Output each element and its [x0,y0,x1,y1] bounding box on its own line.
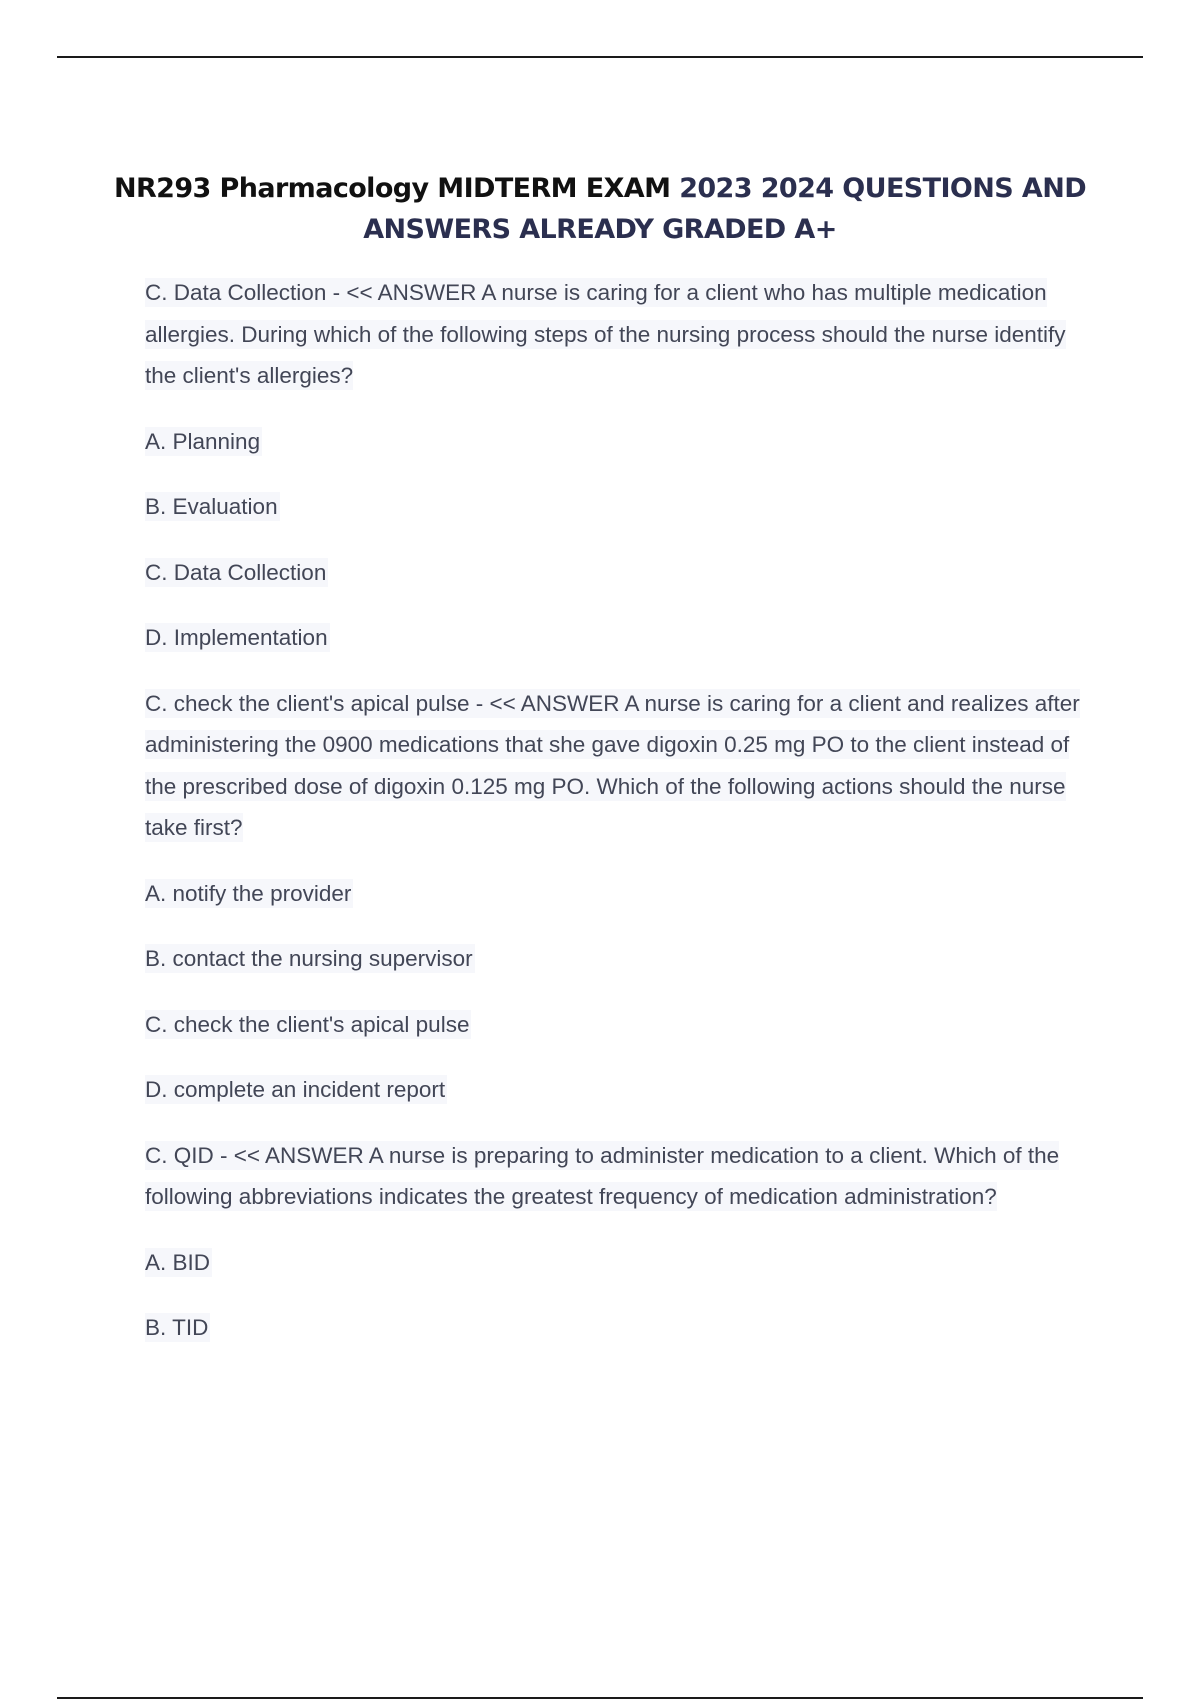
option-text: A. BID [145,1249,211,1275]
option [145,1004,1085,1046]
option [145,421,1085,463]
question-text: C. Data Collection - << ANSWER A nurse is caring for a client who has multiple medication allergies. During which of the following steps of the nursing process should the nurse identify the client's allergies? [145,280,1066,388]
option-text: B. Evaluation [145,494,278,519]
option-text: C. check the client's apical pulse [145,1011,470,1037]
document-title [100,168,1100,250]
option [145,617,1085,659]
option [145,938,1085,980]
top-divider [57,56,1143,58]
option [145,1069,1085,1111]
option [145,873,1085,915]
question-2 [145,683,1085,849]
option [145,486,1085,528]
option [145,552,1085,594]
option [145,1242,1085,1284]
title-part-1: NR293 Pharmacology MIDTERM EXAM [113,173,671,204]
title-part-2: 2023 2024 QUESTIONS AND ANSWERS ALREADY GRADED A+ [363,173,1087,245]
question-text: C. check the client's apical pulse - << ANSWER A nurse is caring for a client and realizes after administering the 0900 medications that she gave digoxin 0.25 mg PO to the client instead of the prescribed dose of digoxin 0.125 mg PO. Which of the following actions should the nurse take first? [145,690,1080,840]
option [145,1307,1085,1349]
option-text: B. TID [145,1315,209,1340]
option-text: B. contact the nursing supervisor [145,946,473,971]
bottom-divider [57,1697,1143,1699]
question-3 [145,1135,1085,1218]
question-1 [145,272,1085,397]
option-text: A. notify the provider [145,880,352,906]
option-text: D. complete an incident report [145,1077,446,1102]
option-text: D. Implementation [145,625,328,650]
option-text: A. Planning [145,428,261,454]
option-text: C. Data Collection [145,559,327,585]
document-body [145,272,1085,1373]
question-text: C. QID - << ANSWER A nurse is preparing to administer medication to a client. Which of the following abbreviations indicates the greatest frequency of medication administration? [145,1142,1060,1209]
